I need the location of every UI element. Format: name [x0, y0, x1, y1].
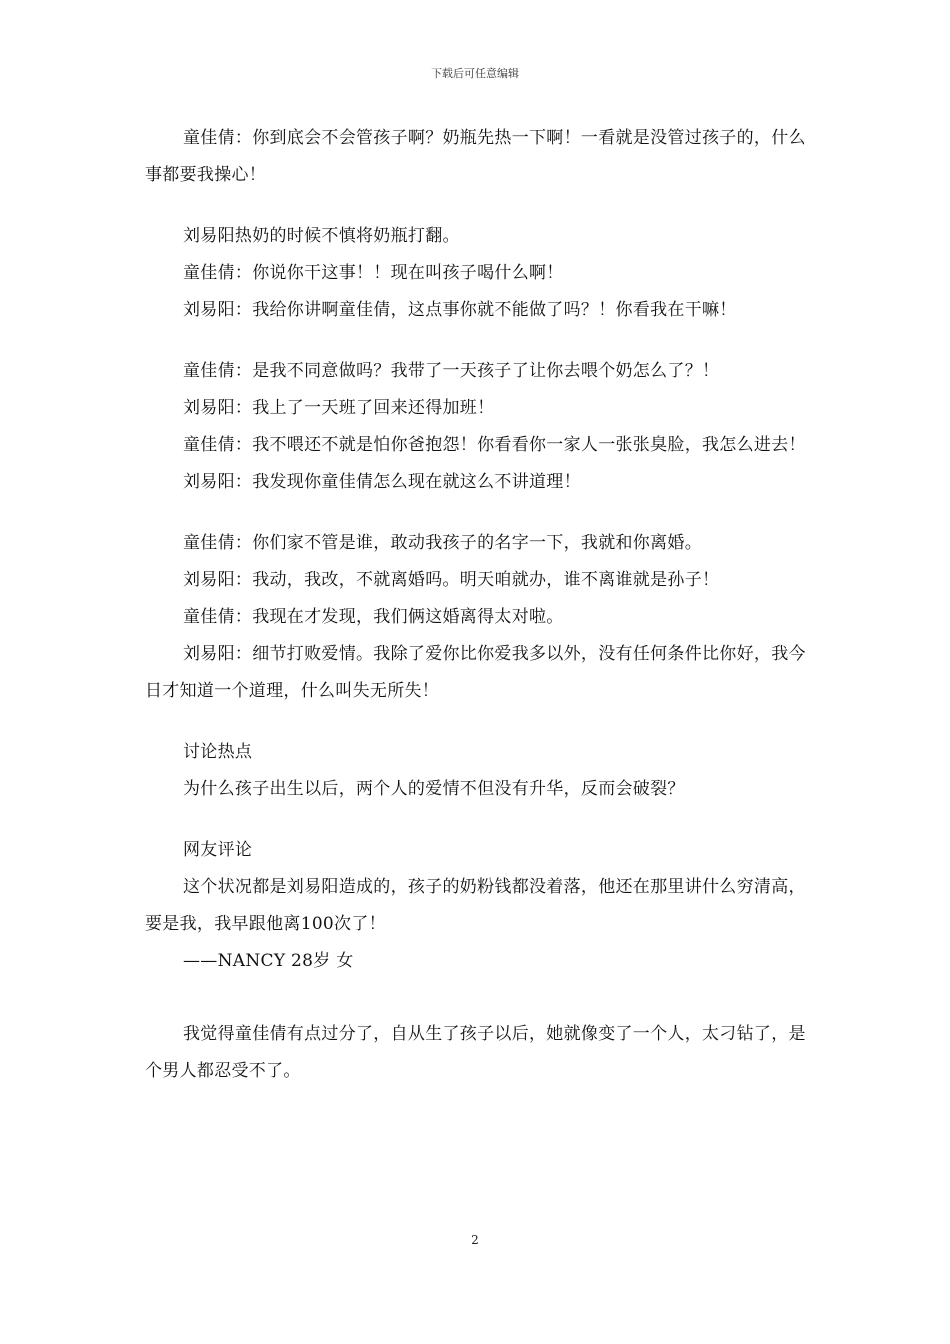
paragraph: 童佳倩：你说你干这事！！现在叫孩子喝什么啊！ — [183, 263, 564, 283]
paragraph: 刘易阳：我发现你童佳倩怎么现在就这么不讲道理！ — [183, 472, 581, 492]
paragraph: 为什么孩子出生以后，两个人的爱情不但没有升华，反而会破裂？ — [183, 779, 685, 799]
paragraph: 这个状况都是刘易阳造成的，孩子的奶粉钱都没着落，他还在那里讲什么穷清高，要是我，我早跟他离100次了！ — [145, 877, 806, 934]
paragraph: 童佳倩：你到底会不会管孩子啊？奶瓶先热一下啊！一看就是没管过孩子的，什么事都要我操心！ — [145, 128, 806, 185]
paragraph: 童佳倩：我不喂还不就是怕你爸抱怨！你看看你一家人一张张臭脸，我怎么进去！ — [183, 435, 806, 455]
page-number: 2 — [471, 1233, 479, 1247]
paragraph: 刘易阳热奶的时候不慎将奶瓶打翻。 — [183, 226, 460, 246]
section-heading: 讨论热点 — [183, 742, 253, 762]
paragraph: 我觉得童佳倩有点过分了，自从生了孩子以后，她就像变了一个人，太刁钻了，是个男人都忍受不了。 — [145, 1024, 806, 1081]
paragraph: 刘易阳：细节打败爱情。我除了爱你比你爱我多以外，没有任何条件比你好，我今日才知道一个道理，什么叫失无所失！ — [145, 644, 806, 701]
paragraph: 童佳倩：我现在才发现，我们俩这婚离得太对啦。 — [183, 607, 564, 627]
section-heading: 网友评论 — [183, 840, 253, 860]
paragraph: 刘易阳：我上了一天班了回来还得加班！ — [183, 398, 495, 418]
comment-attribution: ——NANCY 28岁 女 — [183, 951, 354, 971]
page-header: 下载后可任意编辑 — [431, 67, 519, 80]
paragraph: 刘易阳：我动，我改，不就离婚吗。明天咱就办，谁不离谁就是孙子！ — [183, 570, 720, 590]
paragraph: 童佳倩：你们家不管是谁，敢动我孩子的名字一下，我就和你离婚。 — [183, 533, 702, 553]
paragraph: 童佳倩：是我不同意做吗？我带了一天孩子了让你去喂个奶怎么了？！ — [183, 361, 720, 381]
paragraph: 刘易阳：我给你讲啊童佳倩，这点事你就不能做了吗？！你看我在干嘛！ — [183, 300, 737, 320]
document-body — [145, 120, 810, 1090]
